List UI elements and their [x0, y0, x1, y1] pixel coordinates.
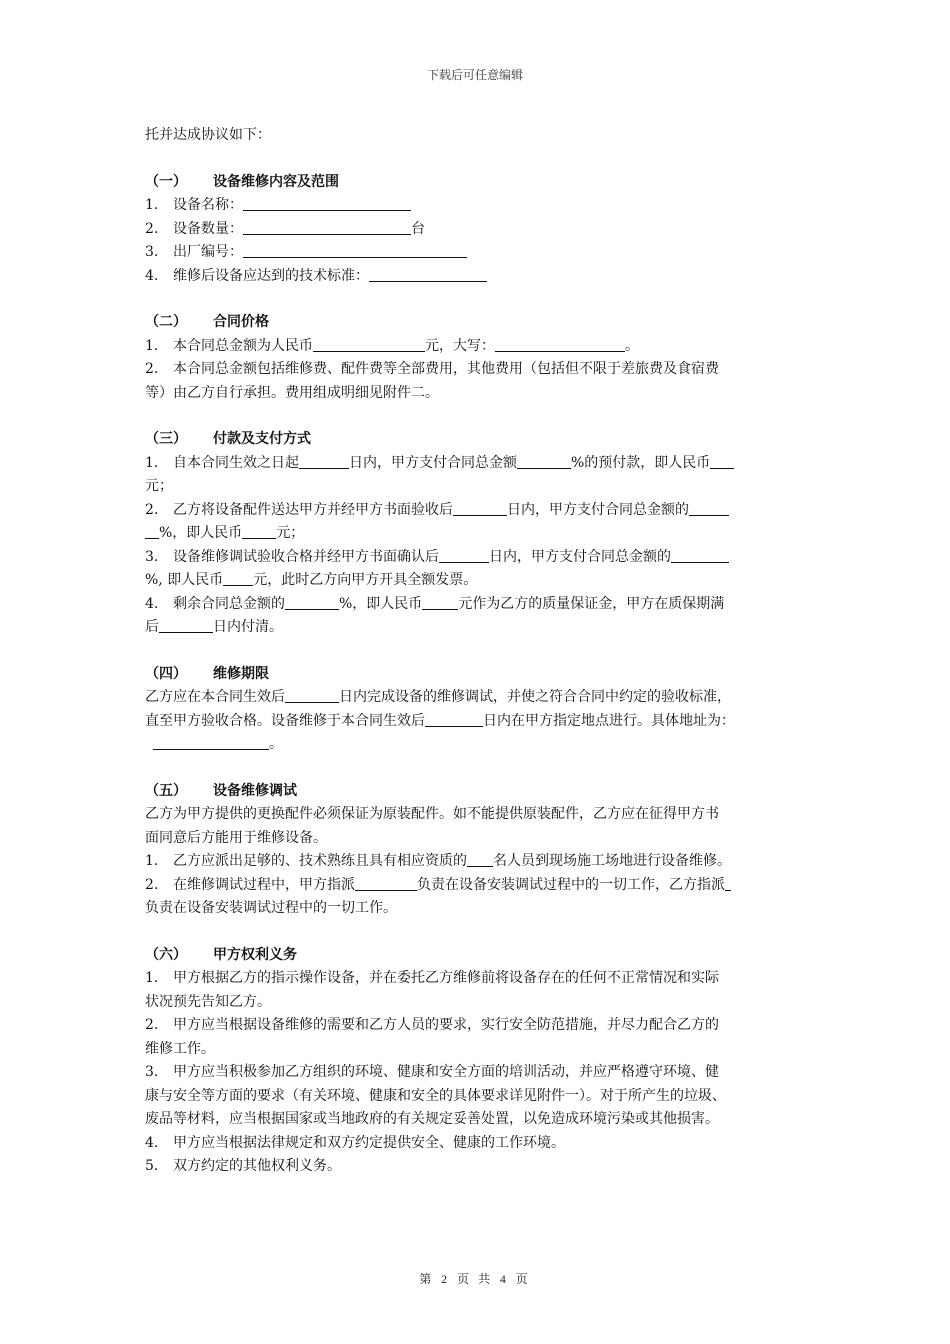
list-item-continuation: %, 即人民币 元，此时乙方向甲方开具全额发票。 [145, 572, 478, 588]
blank-line [710, 453, 734, 469]
item-number: 2. [145, 501, 159, 518]
section-title: 设备维修内容及范围 [213, 173, 339, 190]
section-number: （三） [145, 431, 187, 447]
list-item: 4. 维修后设备应达到的技术标准： [145, 265, 805, 289]
current-page-number: 2 [441, 1272, 451, 1286]
blank-line [242, 523, 276, 539]
blank-line [243, 195, 411, 211]
blank-line [243, 219, 411, 235]
section-title: 合同价格 [213, 314, 269, 330]
total-pages: 4 [499, 1272, 509, 1286]
list-item: 2. 设备数量： 台 [145, 218, 805, 242]
item-number: 3. [145, 1064, 159, 1080]
blank-line [369, 266, 487, 282]
paragraph-line: 乙方应在本合同生效后 日内完成设备的维修调试，并使之符合合同中约定的验收标准， [145, 689, 731, 705]
blank-line [299, 453, 349, 469]
section-1-heading [145, 171, 805, 195]
blank-line [313, 336, 425, 352]
list-item: 2. 乙方将设备配件送达甲方并经甲方书面验收后 日内，甲方支付合同总金额的 [145, 499, 805, 523]
blank-line [439, 547, 489, 563]
list-item-continuation: 维修工作。 [145, 1040, 215, 1057]
blank-line [671, 547, 729, 563]
list-item-continuation: 康与安全等方面的要求（有关环境、健康和安全的具体要求详见附件一）。对于所产生的垃圾、 [145, 1087, 726, 1104]
list-item: 2. 本合同总金额包括维修费、配件费等全部费用，其他费用（包括但不限于差旅费及食宿费 [145, 358, 805, 382]
blank-line [153, 734, 269, 750]
blank-line [725, 875, 731, 891]
list-item: 1. 乙方应派出足够的、技术熟练且具有相应资质的 名人员到现场施工场地进行设备维修。 [145, 850, 805, 874]
section-number: （二） [145, 314, 187, 330]
blank-line [285, 594, 339, 610]
list-item: 5. 双方约定的其他权利义务。 [145, 1155, 805, 1179]
list-item-continuation: 废品等材料，应当根据国家或当地政府的有关规定妥善处置，以免造成环境污染或其他损害。 [145, 1111, 719, 1127]
blank-line [422, 594, 458, 610]
section-6-heading [145, 944, 805, 968]
footer-prefix: 第 [419, 1272, 435, 1286]
list-item: 3. 出厂编号： [145, 241, 805, 265]
section-3-heading [145, 428, 805, 452]
item-number: 1. [145, 337, 159, 354]
blank-line [517, 453, 571, 469]
blank-line [355, 875, 417, 891]
paragraph-line: 直至甲方验收合格。设备维修于本合同生效后 日内在甲方指定地点进行。具体地址为： [145, 712, 735, 729]
list-item: 2. 在维修调试过程中，甲方指派 负责在设备安装调试过程中的一切工作，乙方指派 [145, 874, 805, 898]
item-number: 2. [145, 361, 159, 377]
item-number: 3. [145, 548, 159, 565]
blank-line [145, 523, 159, 539]
item-number: 1. [145, 197, 159, 213]
section-title: 甲方权利义务 [213, 946, 297, 963]
list-item: 1. 本合同总金额为人民币 元，大写： 。 [145, 335, 805, 359]
item-number: 2. [145, 220, 159, 237]
paragraph-line: 。 [145, 733, 805, 757]
list-item: 1. 自本合同生效之日起 日内，甲方支付合同总金额 %的预付款，即人民币 [145, 452, 805, 476]
list-item-continuation: %，即人民币 元； [145, 522, 805, 546]
item-number: 5. [145, 1158, 159, 1174]
item-number: 1. [145, 853, 159, 869]
section-number: （一） [145, 173, 187, 190]
list-item-continuation: 等）由乙方自行承担。费用组成明细见附件二。 [145, 384, 439, 401]
item-number: 2. [145, 876, 159, 893]
item-number: 4. [145, 1134, 159, 1151]
blank-line [243, 242, 467, 258]
paragraph-line: 乙方为甲方提供的更换配件必须保证为原装配件。如不能提供原装配件，乙方应在征得甲方书 [145, 806, 719, 822]
list-item: 4. 甲方应当根据法律规定和双方约定提供安全、健康的工作环境。 [145, 1132, 805, 1156]
list-item: 4. 剩余合同总金额的 %，即人民币 元作为乙方的质量保证金，甲方在质保期满 [145, 593, 805, 617]
list-item: 2. 甲方应当根据设备维修的需要和乙方人员的要求，实行安全防范措施，并尽力配合乙方的 [145, 1014, 805, 1038]
list-item-continuation: 负责在设备安装调试过程中的一切工作。 [145, 900, 397, 916]
section-number: （六） [145, 946, 187, 963]
section-5-heading [145, 780, 805, 804]
item-number: 1. [145, 970, 159, 986]
section-4-heading [145, 663, 805, 687]
blank-line [453, 500, 507, 516]
intro-line: 托并达成协议如下： [145, 127, 271, 143]
blank-line [223, 570, 253, 586]
section-title: 设备维修调试 [213, 782, 297, 799]
paragraph-line: 面同意后方能用于维修设备。 [145, 829, 327, 846]
item-number: 3. [145, 244, 159, 260]
list-item-continuation: 后 日内付清。 [145, 619, 283, 635]
blank-line [495, 336, 625, 352]
blank-line [159, 617, 213, 633]
footer-mid: 页 共 [456, 1272, 493, 1286]
list-item-continuation: 状况预先告知乙方。 [145, 993, 271, 1010]
document-body [145, 124, 805, 1179]
page-header: 下载后可任意编辑 [426, 68, 523, 82]
blank-line [425, 711, 483, 727]
list-item: 1. 设备名称： [145, 194, 805, 218]
item-number: 4. [145, 267, 159, 284]
blank-line [467, 851, 493, 867]
blank-line [689, 500, 729, 516]
list-item-continuation: 元； [145, 478, 173, 494]
footer-suffix: 页 [515, 1272, 531, 1286]
section-number: （五） [145, 782, 187, 799]
section-number: （四） [145, 665, 187, 682]
item-number: 4. [145, 595, 159, 612]
section-2-heading [145, 311, 805, 335]
item-number: 2. [145, 1017, 159, 1033]
item-number: 1. [145, 454, 159, 471]
section-title: 维修期限 [213, 665, 269, 682]
section-title: 付款及支付方式 [213, 431, 311, 447]
list-item: 3. 甲方应当积极参加乙方组织的环境、健康和安全方面的培训活动，并应严格遵守环境、健 [145, 1061, 805, 1085]
list-item: 1. 甲方根据乙方的指示操作设备，并在委托乙方维修前将设备存在的任何不正常情况和实际 [145, 967, 805, 991]
list-item: 3. 设备维修调试验收合格并经甲方书面确认后 日内，甲方支付合同总金额的 [145, 546, 805, 570]
page-footer [0, 1270, 950, 1287]
blank-line [285, 687, 339, 703]
